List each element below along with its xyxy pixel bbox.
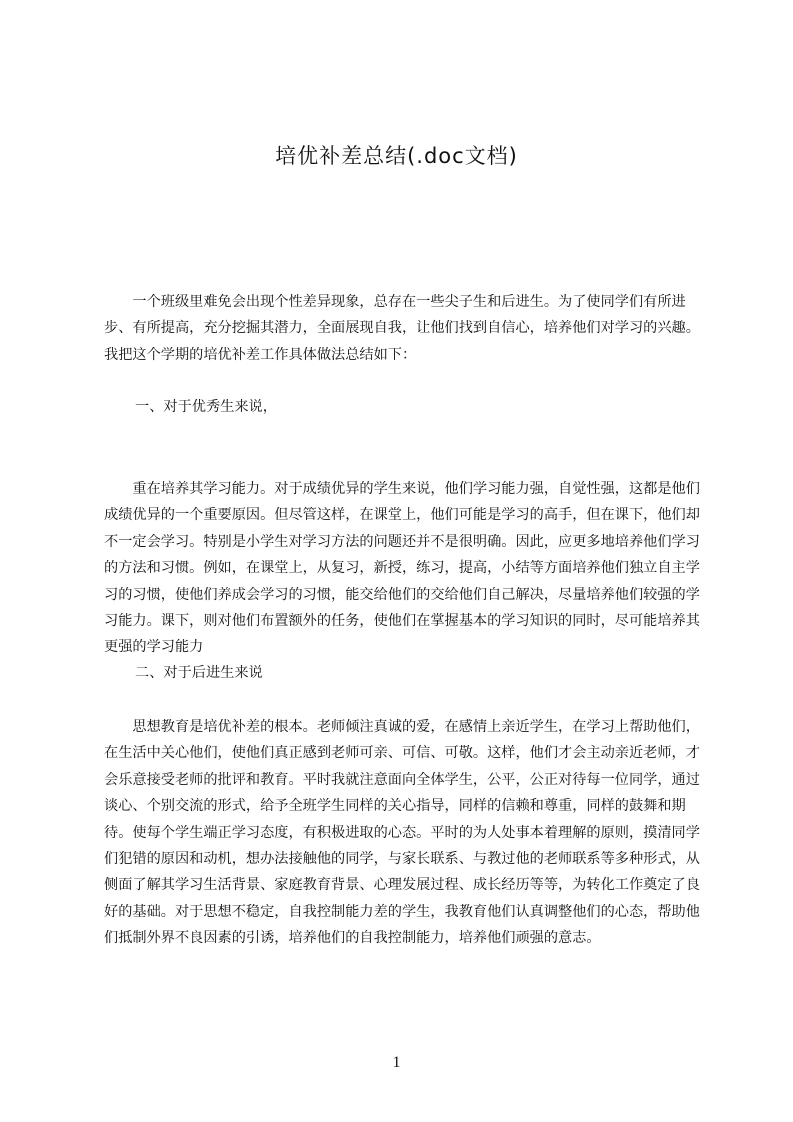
section-heading-struggling-students: 二、对于后进生来说 <box>135 665 263 681</box>
document-title: 培优补差总结(.doc文档) <box>275 144 518 168</box>
section-body-excellent-students: 重在培养其学习能力。对于成绩优异的学生来说，他们学习能力强，自觉性强，这都是他们成绩优异的一个重要原因。但尽管这样，在课堂上，他们可能是学习的高手，但在课下，他们却不一定会学习。特别是小学生对学习方法的问题还并不是很明确。因此，应更多地培养他们学习的方法和习惯。例如，在课堂上，从复习，新授，练习，提高，小结等方面培养他们独立自主学习的习惯，使他们养成会学习的习惯，能交给他们的交给他们自己解决，尽量培养他们较强的学习能力。课下，则对他们布置额外的任务，使他们在掌握基本的学习知识的同时，尽可能培养其更强的学习能力 <box>104 481 700 656</box>
section-heading-excellent-students: 一、对于优秀生来说， <box>135 399 277 415</box>
page-number: 1 <box>392 1054 401 1071</box>
intro-paragraph: 一个班级里难免会出现个性差异现象，总存在一些尖子生和后进生。为了使同学们有所进步、有所提高，充分挖掘其潜力，全面展现自我，让他们找到自信心，培养他们对学习的兴趣。我把这个学期的培优补差工作具体做法总结如下： <box>104 294 700 363</box>
section-body-struggling-students: 思想教育是培优补差的根本。老师倾注真诚的爱，在感情上亲近学生，在学习上帮助他们，在生活中关心他们，使他们真正感到老师可亲、可信、可敬。这样，他们才会主动亲近老师，才会乐意接受老师的批评和教育。平时我就注意面向全体学生，公平，公正对待每一位同学，通过谈心、个别交流的形式，给予全班学生同样的关心指导，同样的信赖和尊重，同样的鼓舞和期待。使每个学生端正学习态度，有积极进取的心态。平时的为人处事本着理解的原则，摸清同学们犯错的原因和动机，想办法接触他的同学，与家长联系、与教过他的老师联系等多种形式，从侧面了解其学习生活背景、家庭教育背景、心理发展过程、成长经历等等，为转化工作奠定了良好的基础。对于思想不稳定，自我控制能力差的学生，我教育他们认真调整他们的心态，帮助他们抵制外界不良因素的引诱，培养他们的自我控制能力，培养他们顽强的意志。 <box>104 719 700 947</box>
